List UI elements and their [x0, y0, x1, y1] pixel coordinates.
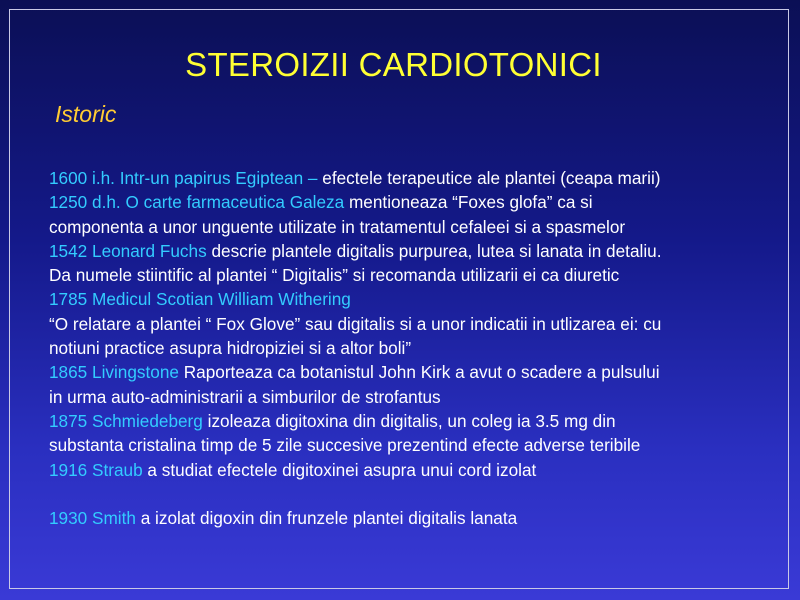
highlight-text: 1930 Smith: [49, 508, 136, 529]
blank-line: [49, 482, 784, 506]
text-line: [49, 312, 784, 336]
body-text: in urma auto-administrarii a simburilor de strofantus: [49, 386, 441, 407]
text-line: [49, 263, 784, 287]
body-text: a studiat efectele digitoxinei asupra unui cord izolat: [142, 459, 537, 480]
body-text: mentioneaza “Foxes glofa” ca si: [344, 192, 593, 213]
body-text: a izolat digoxin din frunzele plantei digitalis lanata: [135, 508, 518, 529]
text-line: [49, 385, 784, 409]
slide-subtitle: Istoric: [55, 101, 117, 127]
text-line: [49, 433, 784, 457]
body-text: substanta cristalina timp de 5 zile succesive prezentind efecte adverse teribile: [49, 435, 641, 456]
slide-title: STEROIZII CARDIOTONICI: [185, 46, 602, 83]
text-line: [49, 360, 784, 384]
text-line: [49, 215, 784, 239]
highlight-text: 1600 i.h. Intr-un papirus Egiptean –: [49, 168, 318, 188]
body-text: descrie plantele digitalis purpurea, lutea si lanata in detaliu.: [206, 240, 662, 261]
text-line: [49, 458, 784, 482]
body-text: efectele terapeutice ale plantei (ceapa marii): [317, 168, 661, 188]
highlight-text: 1865 Livingstone: [49, 362, 179, 383]
body-text: notiuni practice asupra hidropiziei si a altor boli”: [49, 338, 412, 359]
text-line: [49, 336, 784, 360]
body-text: “O relatare a plantei “ Fox Glove” sau digitalis si a unor indicatii in utlizarea ei: cu: [49, 313, 662, 334]
text-line: [49, 409, 784, 433]
text-line: [49, 287, 784, 311]
highlight-text: 1875 Schmiedeberg: [49, 410, 203, 431]
highlight-text: 1916 Straub: [49, 459, 143, 480]
body-text: Raporteaza ca botanistul John Kirk a avut o scadere a pulsului: [178, 362, 660, 383]
text-line: [49, 166, 784, 190]
text-line: [49, 506, 784, 530]
body-text: izoleaza digitoxina din digitalis, un coleg ia 3.5 mg din: [202, 410, 616, 431]
body-text: Da numele stiintific al plantei “ Digitalis” si recomanda utilizarii ei ca diuretic: [49, 265, 620, 286]
text-line: [49, 190, 784, 214]
highlight-text: 1250 d.h. O carte farmaceutica Galeza: [49, 192, 345, 213]
highlight-text: 1785 Medicul Scotian William Withering: [49, 289, 351, 310]
slide-body: [49, 166, 784, 530]
text-line: [49, 239, 784, 263]
highlight-text: 1542 Leonard Fuchs: [49, 240, 207, 261]
body-text: componenta a unor unguente utilizate in tratamentul cefaleei si a spasmelor: [49, 216, 626, 237]
